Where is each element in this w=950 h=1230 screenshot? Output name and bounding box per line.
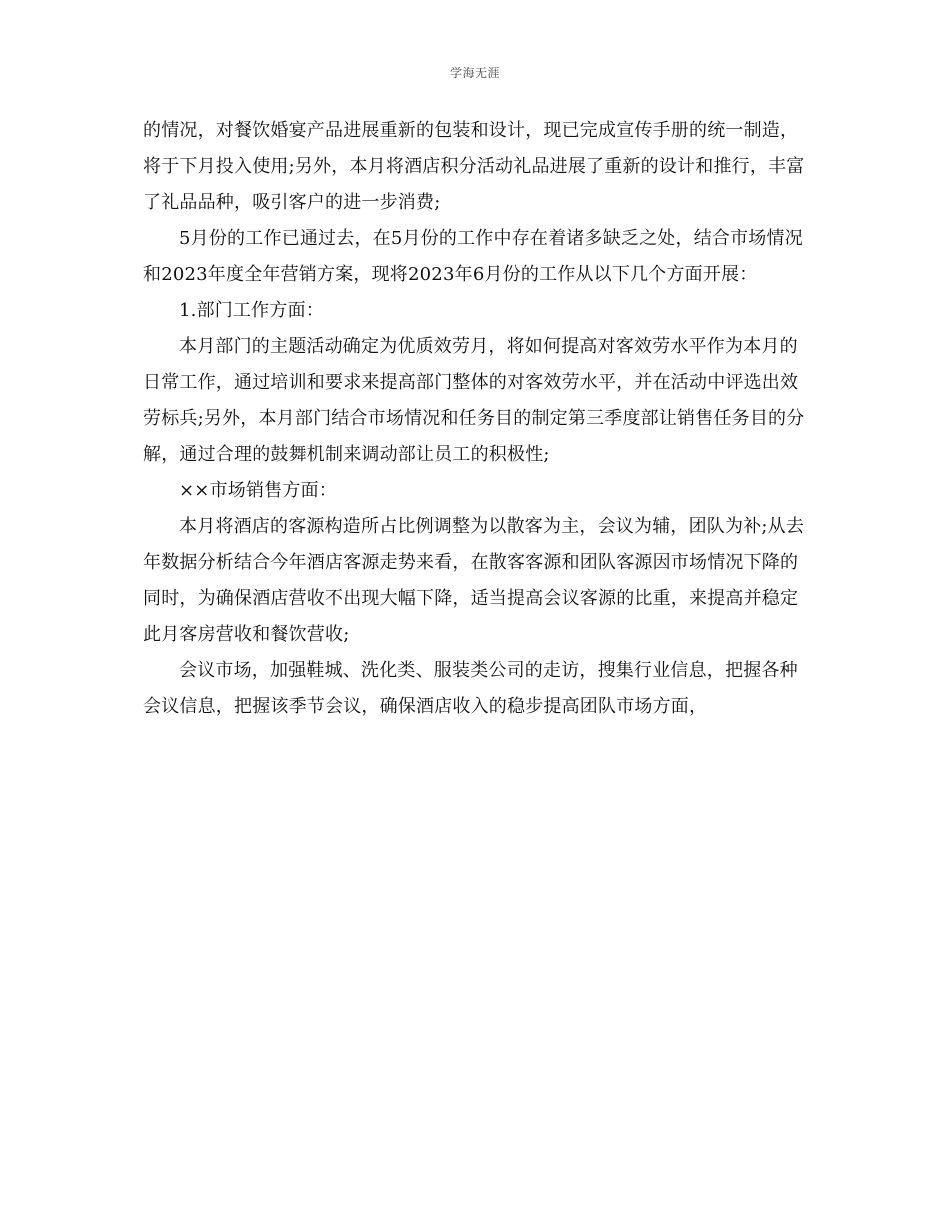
- section-heading: 1.部门工作方面：: [179, 300, 324, 321]
- document-body: [143, 113, 807, 725]
- paragraph: 的情况，对餐饮婚宴产品进展重新的包装和设计，现已完成宣传手册的统一制造，将于下月投入使用;另外，本月将酒店积分活动礼品进展了重新的设计和推行，丰富了礼品品种，吸引客户的进一步消费;: [143, 120, 805, 213]
- paragraph: 5月份的工作已通过去，在5月份的工作中存在着诸多缺乏之处，结合市场情况和2023年度全年营销方案，现将2023年6月份的工作从以下几个方面开展：: [143, 228, 803, 285]
- paragraph: 本月将酒店的客源构造所占比例调整为以散客为主，会议为辅，团队为补;从去年数据分析结合今年酒店客源走势来看，在散客客源和团队客源因市场情况下降的同时，为确保酒店营收不出现大幅下降，适当提高会议客源的比重，来提高并稳定此月客房营收和餐饮营收;: [143, 516, 805, 645]
- section-heading: ××市场销售方面：: [179, 480, 337, 501]
- paragraph: 会议市场，加强鞋城、洗化类、服装类公司的走访，搜集行业信息，把握各种会议信息，把握该季节会议，确保酒店收入的稳步提高团队市场方面，: [143, 660, 798, 717]
- paragraph: 本月部门的主题活动确定为优质效劳月，将如何提高对客效劳水平作为本月的日常工作，通过培训和要求来提高部门整体的对客效劳水平，并在活动中评选出效劳标兵;另外，本月部门结合市场情况和任务目的制定第三季度部让销售任务目的分解，通过合理的鼓舞机制来调动部让员工的积极性;: [143, 336, 805, 465]
- page-header: 学海无涯: [449, 66, 500, 80]
